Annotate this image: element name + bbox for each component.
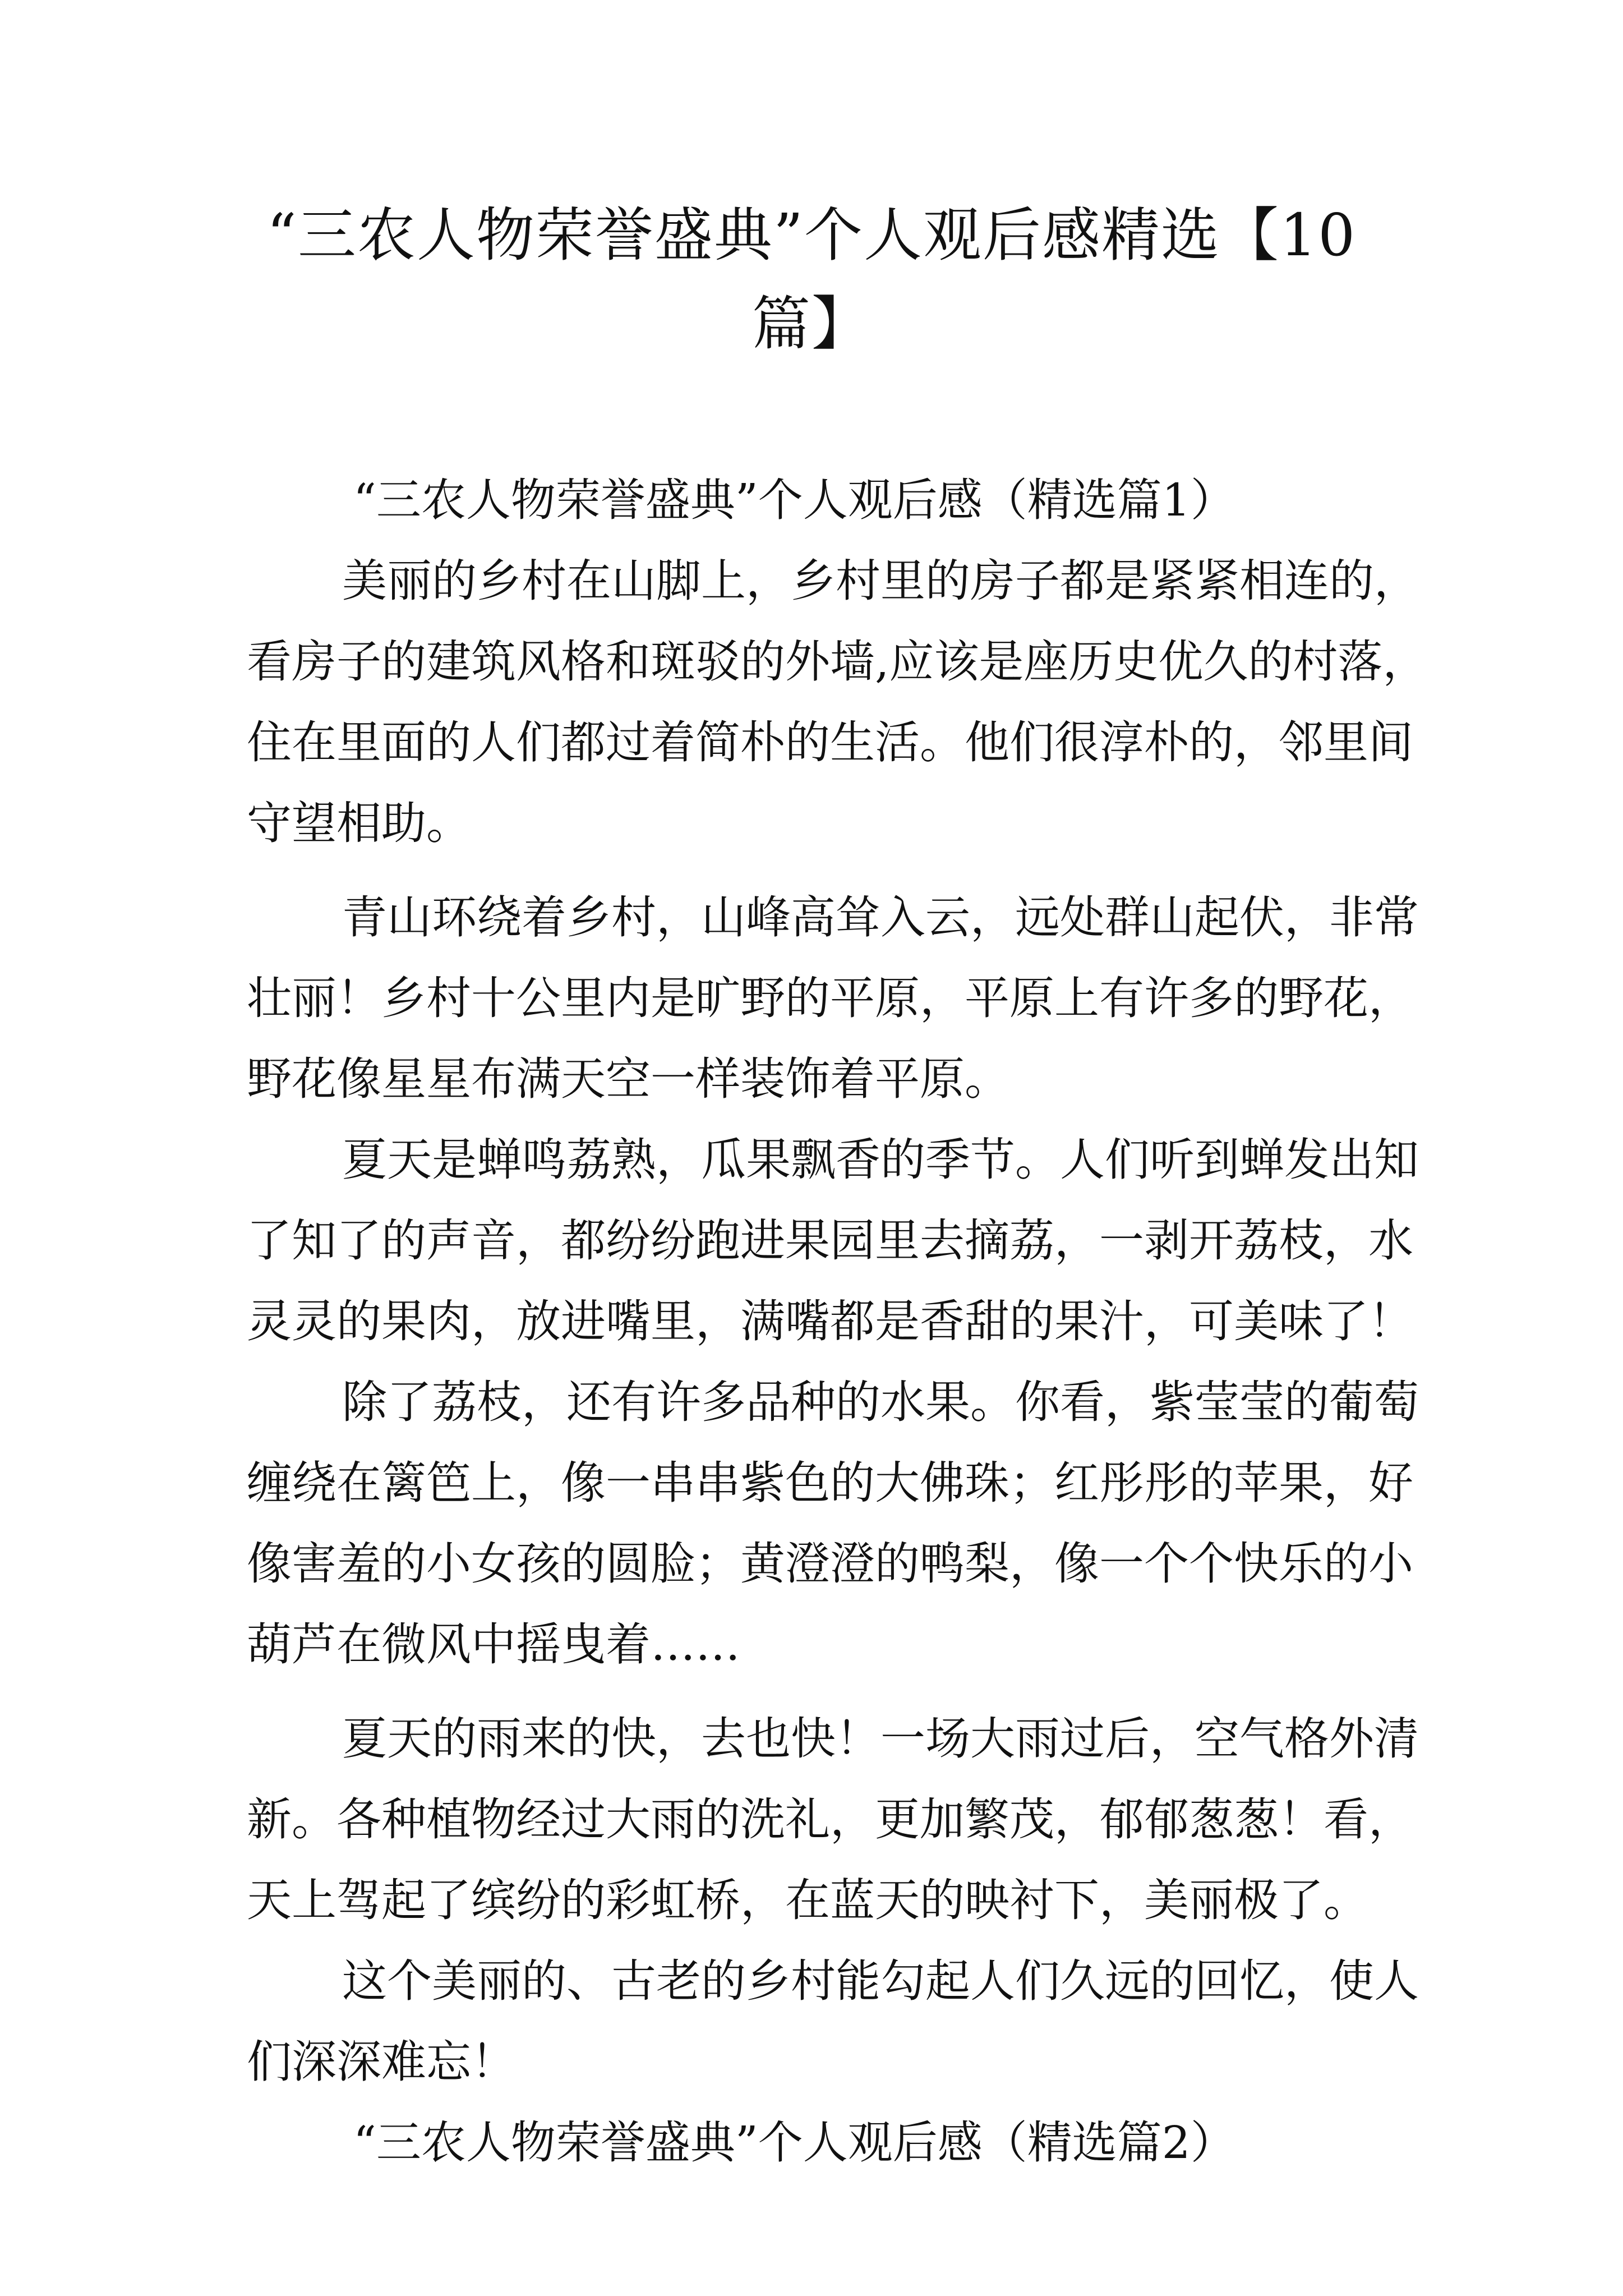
paragraph [247, 877, 1419, 1120]
paragraph-line: 看房子的建筑风格和斑驳的外墙,应该是座历史优久的村落， [247, 636, 1428, 688]
document-title [247, 191, 1376, 368]
paragraph-line: 住在里面的人们都过着简朴的生活。他们很淳朴的，邻里间 [247, 716, 1413, 769]
paragraph [247, 1120, 1419, 1362]
paragraph-line: 像害羞的小女孩的圆脸；黄澄澄的鸭梨，像一个个快乐的小 [247, 1538, 1413, 1590]
paragraph-line: 这个美丽的、古老的乡村能勾起人们久远的回忆，使人 [342, 1955, 1419, 2007]
paragraph-line: 守望相助。 [247, 797, 471, 849]
document-title-line-1: “三农人物荣誉盛典”个人观后感精选【10 [266, 201, 1357, 269]
paragraph-line: 了知了的声音，都纷纷跑进果园里去摘荔，一剥开荔枝，水 [247, 1214, 1413, 1267]
document-body [247, 460, 1428, 2183]
paragraph-line: 野花像星星布满天空一样装饰着平原。 [247, 1053, 1009, 1105]
document-title-line-2: 篇】 [751, 289, 871, 358]
paragraph-line: 灵灵的果肉，放进嘴里，满嘴都是香甜的果汁，可美味了！ [247, 1295, 1413, 1347]
paragraph [247, 1941, 1419, 2102]
paragraph-line: 美丽的乡村在山脚上，乡村里的房子都是紧紧相连的， [342, 555, 1419, 607]
paragraph-line: 青山环绕着乡村，山峰高耸入云，远处群山起伏，非常 [342, 891, 1419, 944]
paragraph-line: 夏天的雨来的快，去也快！一场大雨过后，空气格外清 [342, 1713, 1419, 1765]
paragraph-line: 夏天是蝉鸣荔熟，瓜果飘香的季节。人们听到蝉发出知 [342, 1134, 1419, 1186]
paragraph-line: 除了荔枝，还有许多品种的水果。你看，紫莹莹的葡萄 [342, 1376, 1419, 1428]
paragraph [247, 541, 1428, 864]
section-heading: “三农人物荣誉盛典”个人观后感（精选篇2） [353, 2116, 1235, 2169]
paragraph-line: 天上驾起了缤纷的彩虹桥，在蓝天的映衬下，美丽极了。 [247, 1874, 1368, 1926]
paragraph-line: 新。各种植物经过大雨的洗礼，更加繁茂，郁郁葱葱！看， [247, 1793, 1413, 1846]
section-heading: “三农人物荣誉盛典”个人观后感（精选篇1） [353, 474, 1235, 526]
paragraph [247, 1699, 1419, 1941]
paragraph-line: 壮丽！乡村十公里内是旷野的平原，平原上有许多的野花， [247, 972, 1413, 1024]
paragraph-line: 缠绕在篱笆上，像一串串紫色的大佛珠；红彤彤的苹果，好 [247, 1457, 1413, 1509]
paragraph-line: 们深深难忘！ [247, 2036, 516, 2088]
paragraph [247, 1362, 1419, 1685]
paragraph-line: 葫芦在微风中摇曳着…… [247, 1618, 740, 1671]
